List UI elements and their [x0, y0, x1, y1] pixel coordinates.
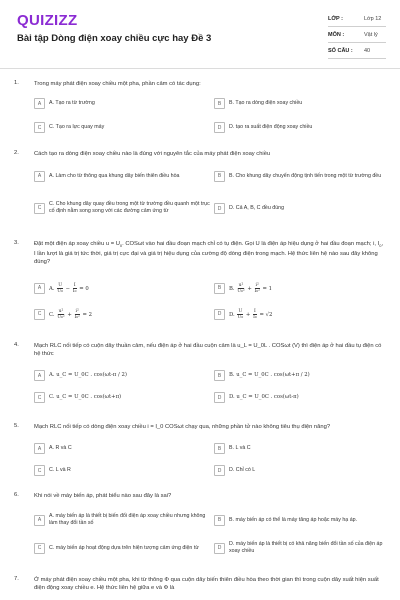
option-b[interactable]: B B. máy biến áp có thể là máy tăng áp hoặc máy hạ áp. [214, 510, 386, 530]
option-a[interactable]: A A. u_C = U_0C . cos(ωt-π / 2) [34, 368, 210, 383]
option-b[interactable]: B B. L và C [214, 441, 386, 456]
option-c[interactable]: C C. L và R [34, 463, 210, 478]
option-letter: A [34, 443, 45, 454]
option-a[interactable]: A A. Làm cho từ thông qua khung dây biến thiên điều hòa [34, 166, 210, 186]
question-text: Khi nói về máy biến áp, phát biểu nào sau đây là sai? [34, 493, 172, 499]
option-letter: B [214, 370, 225, 381]
meta-count: SỐ CÂU : 40 [328, 46, 386, 59]
option-letter: A [34, 171, 45, 182]
option-letter: C [34, 309, 45, 320]
option-d[interactable]: D D. Chỉ có L [214, 463, 386, 478]
option-letter: B [214, 443, 225, 454]
option-letter: C [34, 543, 45, 554]
option-letter: D [214, 543, 225, 554]
quizizz-logo: QUIZIZZ [17, 12, 78, 29]
option-c[interactable]: C C. Cho khung dây quay đều trong một từ trường đều quanh một trục cố định nằm song song với các đường cảm ứng từ [34, 194, 210, 222]
header [0, 0, 400, 68]
header-divider [0, 68, 400, 69]
option-a[interactable]: A A. máy biến áp là thiết bị biến đổi điện áp xoay chiều nhưng không làm thay đổi tần số [34, 510, 210, 530]
option-b[interactable]: B B. Cho khung dây chuyển động tịnh tiến trong một từ trường đều [214, 166, 386, 186]
option-a[interactable]: A A. Tạo ra từ trường [34, 96, 210, 111]
question-number: 5. [14, 423, 19, 429]
option-letter: B [214, 283, 225, 294]
option-letter: D [214, 465, 225, 476]
question-text: Trong máy phát điện xoay chiều một pha, phần cảm có tác dụng: [34, 81, 201, 87]
question-number: 7. [14, 576, 19, 582]
option-letter: C [34, 122, 45, 133]
question-text: Ở máy phát điện xoay chiều một pha, khi từ thông Φ qua cuộn dây biến thiên điều hòa theo thời gian thì trong cuộn dây xuất hiện suất điện động xoay chiều e. Hệ thức liên hệ giữa e và Φ là [34, 577, 379, 591]
option-letter: B [214, 515, 225, 526]
option-c[interactable]: C C. u_C = U_0C . cos(ωt+π) [34, 390, 210, 405]
option-d[interactable]: D D. $\frac{U}{\text{U₀}}$ + $\frac{I}{\text{I₀}}$ = √2 [214, 304, 386, 324]
option-letter: A [34, 98, 45, 109]
question-text: Đặt một điện áp xoay chiều $u = U_0$. COSωt vào hai đầu đoạn mạch chỉ có tụ điện. Gọi U là điện áp hiệu dụng ở hai đầu đoạn mạch; i, $I_0$, I lần lượt là giá trị tức thời, giá trị cực đại và giá trị hiệu dụng của cường độ dòng điện trong mạch. Hệ thức liên hệ nào sau đây không đúng? [34, 241, 384, 266]
option-letter: B [214, 171, 225, 182]
option-b[interactable]: B B. u_C = U_0C . cos(ωt+π / 2) [214, 368, 386, 383]
option-letter: C [34, 465, 45, 476]
option-letter: C [34, 203, 45, 214]
question-text: Mạch RLC nối tiếp có dòng điện xoay chiều i = I_0 COSωt chạy qua, những phần tử nào không tiêu thụ điện năng? [34, 424, 331, 430]
option-c[interactable]: C C. $\frac{\text{u²}}{\text{U₀²}}$ + $\frac{\text{i²}}{\text{I₀²}}$ = 2 [34, 304, 210, 324]
option-d[interactable]: D D. Cả A, B, C đều đúng [214, 201, 386, 216]
option-letter: A [34, 515, 45, 526]
option-d[interactable]: D D. u_C = U_0C . cos(ωt-π) [214, 390, 386, 405]
option-letter: B [214, 98, 225, 109]
question-text: Mạch RLC nối tiếp có cuộn dây thuần cảm, nếu điện áp ở hai đầu cuộn cảm là u_L = U_0L . COSωt (V) thì điện áp ở hai đầu tụ điện có hệ thức [34, 343, 382, 357]
option-letter: D [214, 309, 225, 320]
option-c[interactable]: C C. máy biến áp hoạt động dựa trên hiện tượng cảm ứng điện từ [34, 538, 210, 558]
question-number: 2. [14, 150, 19, 156]
question-text: Cách tạo ra dòng điện xoay chiều nào là đúng với nguyên tắc của máy phát điện xoay chiều [34, 151, 271, 157]
option-letter: A [34, 283, 45, 294]
meta-subject: MÔN : Vật lý [328, 30, 386, 43]
meta-class: LỚP : Lớp 12 [328, 14, 386, 27]
option-b[interactable]: B B. Tạo ra dòng điện xoay chiều [214, 96, 386, 111]
option-letter: C [34, 392, 45, 403]
option-d[interactable]: D D. tạo ra suất điện động xoay chiều [214, 120, 386, 135]
question-number: 4. [14, 342, 19, 348]
option-letter: A [34, 370, 45, 381]
option-letter: D [214, 122, 225, 133]
option-a[interactable]: A A. R và C [34, 441, 210, 456]
option-letter: D [214, 203, 225, 214]
option-d[interactable]: D D. máy biến áp là thiết bị có khả năng biến đổi tần số của điện áp xoay chiều [214, 538, 386, 558]
option-a[interactable]: A A. $\frac{U}{\text{U₀}}$ − $\frac{I}{\text{I₀}}$ = 0 [34, 278, 210, 298]
option-b[interactable]: B B. $\frac{\text{u²}}{\text{U₀²}}$ + $\frac{\text{i²}}{\text{I₀²}}$ = 1 [214, 278, 386, 298]
option-letter: D [214, 392, 225, 403]
question-number: 3. [14, 240, 19, 246]
page-title: Bài tập Dòng điện xoay chiều cực hay Đề 3 [17, 33, 212, 44]
question-number: 6. [14, 492, 19, 498]
question-number: 1. [14, 80, 19, 86]
option-c[interactable]: C C. Tạo ra lực quay máy [34, 120, 210, 135]
